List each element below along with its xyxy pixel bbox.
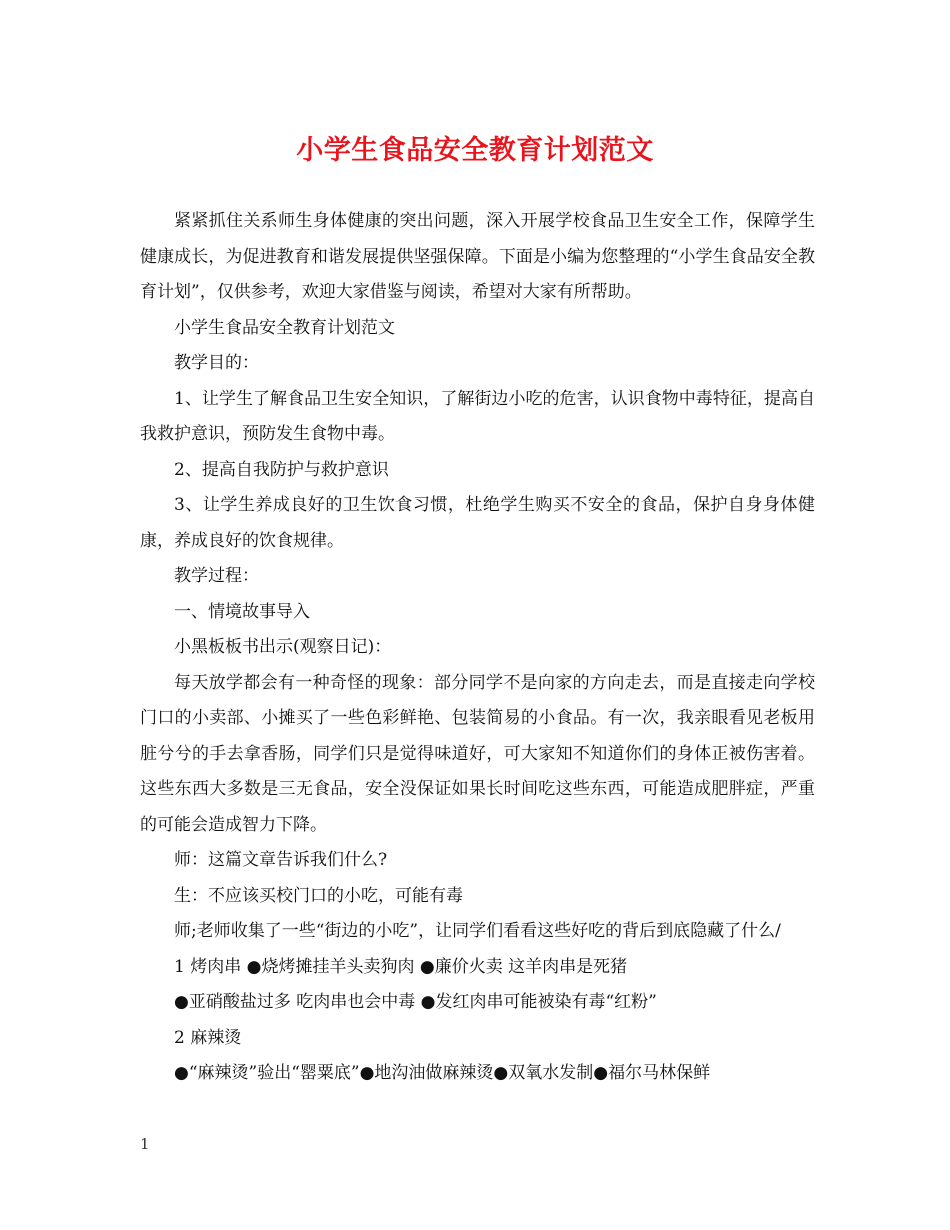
paragraph-item-1-detail: ●亚硝酸盐过多 吃肉串也会中毒 ●发红肉串可能被染有毒“红粉”	[174, 992, 657, 1012]
paragraph-item-1: 1 烤肉串 ●烧烤摊挂羊头卖狗肉 ●廉价火卖 这羊肉串是死猪	[174, 956, 628, 977]
paragraph-goal-3: 3、让学生养成良好的卫生饮食习惯，杜绝学生购买不安全的食品，保护自身身体健康，养成良好的饮食规律。	[140, 495, 815, 551]
paragraph-process-heading: 教学过程：	[174, 566, 259, 586]
paragraph-student-answer: 生：不应该买校门口的小吃，可能有毒	[174, 885, 463, 906]
paragraph-teacher-collection: 师;老师收集了一些“街边的小吃”，让同学们看看这些好吃的背后到底隐藏了什么/	[174, 921, 781, 941]
document-title: 小学生食品安全教育计划范文	[296, 135, 654, 166]
paragraph-teacher-question: 师：这篇文章告诉我们什么?	[174, 850, 388, 870]
paragraph-intro: 紧紧抓住关系师生身体健康的突出问题，深入开展学校食品卫生安全工作，保障学生健康成长，为促进教育和谐发展提供坚强保障。下面是小编为您整理的“小学生食品安全教育计划”，仅供参考，欢迎大家借鉴与阅读，希望对大家有所帮助。	[140, 211, 815, 302]
paragraph-item-2-detail: ●“麻辣烫”验出“罂粟底”●地沟油做麻辣烫●双氧水发制●福尔马林保鲜	[174, 1063, 711, 1083]
paragraph-goal-2: 2、提高自我防护与救护意识	[174, 459, 389, 480]
page-number: 1	[140, 1135, 150, 1153]
paragraph-blackboard: 小黑板板书出示(观察日记)：	[174, 637, 392, 657]
document-body	[140, 204, 815, 1092]
paragraph-subtitle: 小学生食品安全教育计划范文	[174, 317, 395, 338]
paragraph-section-1: 一、情境故事导入	[174, 601, 310, 622]
paragraph-goals-heading: 教学目的：	[174, 353, 259, 373]
paragraph-goal-1: 1、让学生了解食品卫生安全知识，了解街边小吃的危害，认识食物中毒特征，提高自我救护意识，预防发生食物中毒。	[140, 388, 815, 444]
paragraph-item-2: 2 麻辣烫	[174, 1027, 242, 1048]
paragraph-story: 每天放学都会有一种奇怪的现象：部分同学不是向家的方向走去，而是直接走向学校门口的小卖部、小摊买了一些色彩鲜艳、包装简易的小食品。有一次，我亲眼看见老板用脏兮兮的手去拿香肠，同学们只是觉得味道好，可大家知不知道你们的身体正被伤害着。 这些东西大多数是三无食品，安全没保证如果长时间吃这些东西，可能造成肥胖症，严重的可能会造成智力下降。	[140, 672, 815, 835]
